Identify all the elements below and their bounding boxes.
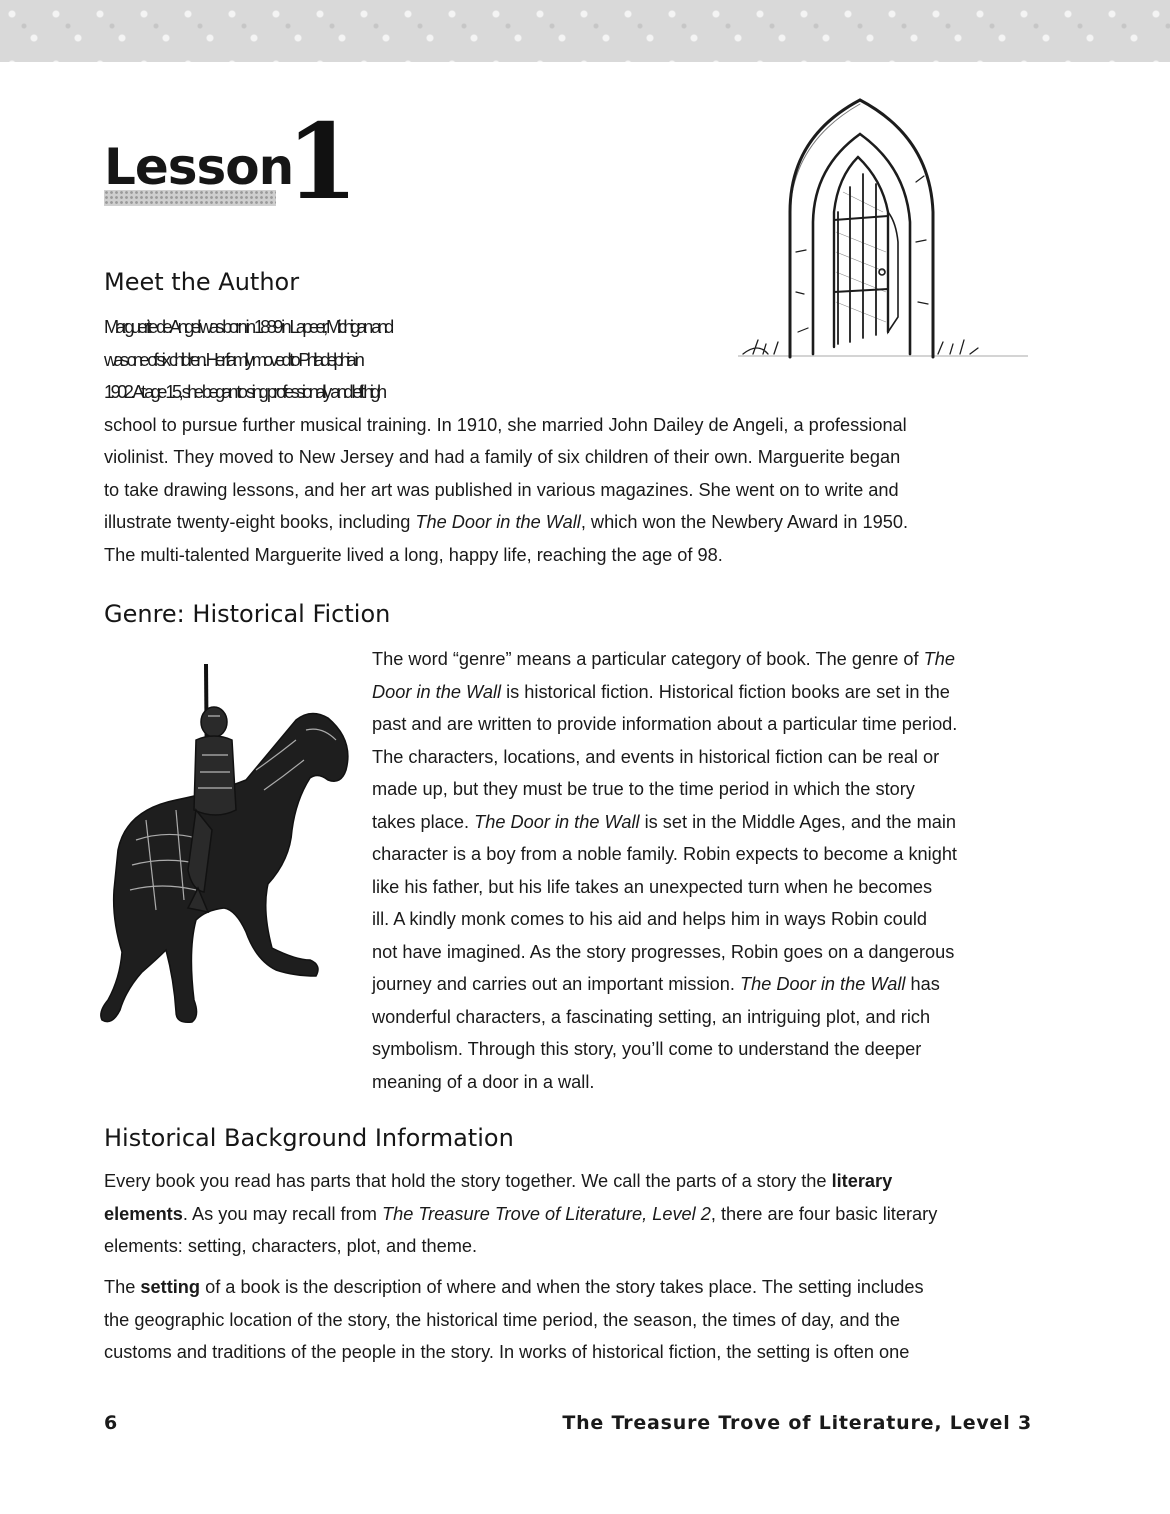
text-line: character is a boy from a noble family. Robin expects to become a knight [372, 844, 957, 864]
genre-heading: Genre: Historical Fiction [104, 600, 391, 628]
lesson-number: 1 [286, 100, 359, 223]
running-footer-title: The Treasure Trove of Literature, Level 3 [562, 1412, 1032, 1434]
book-title-italic: The Door in the Wall [415, 512, 581, 532]
text-line [372, 806, 957, 839]
text-line: symbolism. Through this story, you’ll come to understand the deeper [372, 1039, 922, 1059]
book-title-italic: The Door in the Wall [739, 974, 906, 994]
text-line: The multi-talented Marguerite lived a long, happy life, reaching the age of 98. [104, 544, 723, 565]
background-paragraph-1 [104, 1165, 937, 1263]
text-line: to take drawing lessons, and her art was published in various magazines. She went on to write and [104, 479, 899, 500]
text-run: Every book you read has parts that hold the story together. We call the parts of a story the [104, 1171, 832, 1191]
text-line: was one of six children. Her family moved to Philadelphia in [104, 349, 362, 370]
text-run: The word “genre” means a particular category of book. The genre of [372, 649, 924, 669]
background-paragraph-2 [104, 1271, 924, 1369]
text-line [372, 676, 957, 709]
text-run: has [905, 974, 940, 994]
genre-paragraph [372, 643, 957, 1098]
text-run: . As you may recall from [182, 1203, 382, 1224]
text-line: school to pursue further musical training. In 1910, she married John Dailey de Angeli, a professional [104, 414, 907, 435]
text-run: is set in the Middle Ages, and the main [639, 811, 957, 832]
text-line: The characters, locations, and events in historical fiction can be real or [372, 746, 940, 767]
book-title-italic: The Door in the Wall [474, 811, 640, 832]
text-run: illustrate twenty-eight books, including [104, 512, 416, 532]
text-line: like his father, but his life takes an unexpected turn when he becomes [372, 876, 933, 897]
text-line: not have imagined. As the story progresses, Robin goes on a dangerous [372, 941, 955, 962]
book-title-italic: The Treasure Trove of Literature, Level 2 [381, 1203, 711, 1224]
meet-author-paragraph [104, 311, 908, 571]
bold-term: setting [140, 1277, 201, 1297]
text-line: Marguerite de Angeli was born in 1889 in Lapeer, Michigan and [104, 317, 391, 337]
book-title-italic: Door in the Wall [372, 681, 502, 702]
knight-on-horse-illustration [96, 660, 358, 1036]
text-line: ill. A kindly monk comes to his aid and helps him in ways Robin could [372, 909, 927, 929]
text-run: of a book is the description of where and when the story takes place. The setting includes [200, 1277, 924, 1297]
text-line: meaning of a door in a wall. [372, 1071, 595, 1092]
text-line: the geographic location of the story, the historical time period, the season, the times of day, and the [104, 1309, 900, 1330]
text-line: wonderful characters, a fascinating setting, an intriguing plot, and rich [372, 1006, 931, 1027]
bold-term: elements [104, 1203, 183, 1224]
text-line: customs and traditions of the people in the story. In works of historical fiction, the setting is often one [104, 1342, 910, 1362]
text-run: is historical fiction. Historical fiction books are set in the [501, 681, 950, 702]
text-line: past and are written to provide information about a particular time period. [372, 714, 958, 734]
text-line [372, 643, 957, 676]
text-line: elements: setting, characters, plot, and theme. [104, 1236, 478, 1256]
text-run: The [104, 1277, 141, 1297]
text-run: journey and carries out an important mission. [372, 974, 740, 994]
bold-term: literary [831, 1171, 893, 1191]
text-line [104, 1271, 924, 1304]
page-number: 6 [104, 1412, 118, 1434]
book-title-italic: The [923, 649, 955, 669]
text-line: made up, but they must be true to the time period in which the story [372, 779, 915, 799]
text-line [104, 1198, 937, 1231]
text-line [104, 506, 908, 539]
background-heading: Historical Background Information [104, 1124, 514, 1152]
lesson-word: Lesson [104, 138, 294, 196]
decorative-top-band [0, 0, 1170, 62]
meet-author-heading: Meet the Author [104, 268, 300, 296]
text-run: takes place. [372, 811, 475, 832]
text-line [104, 1165, 937, 1198]
text-line [372, 968, 957, 1001]
text-line: violinist. They moved to New Jersey and had a family of six children of their own. Marguerite began [104, 447, 901, 467]
text-run: , there are four basic literary [710, 1203, 938, 1224]
text-run: , which won the Newbery Award in 1950. [580, 512, 909, 532]
text-line: 1902. At age 15, she began to sing professionally and left high [104, 382, 384, 402]
